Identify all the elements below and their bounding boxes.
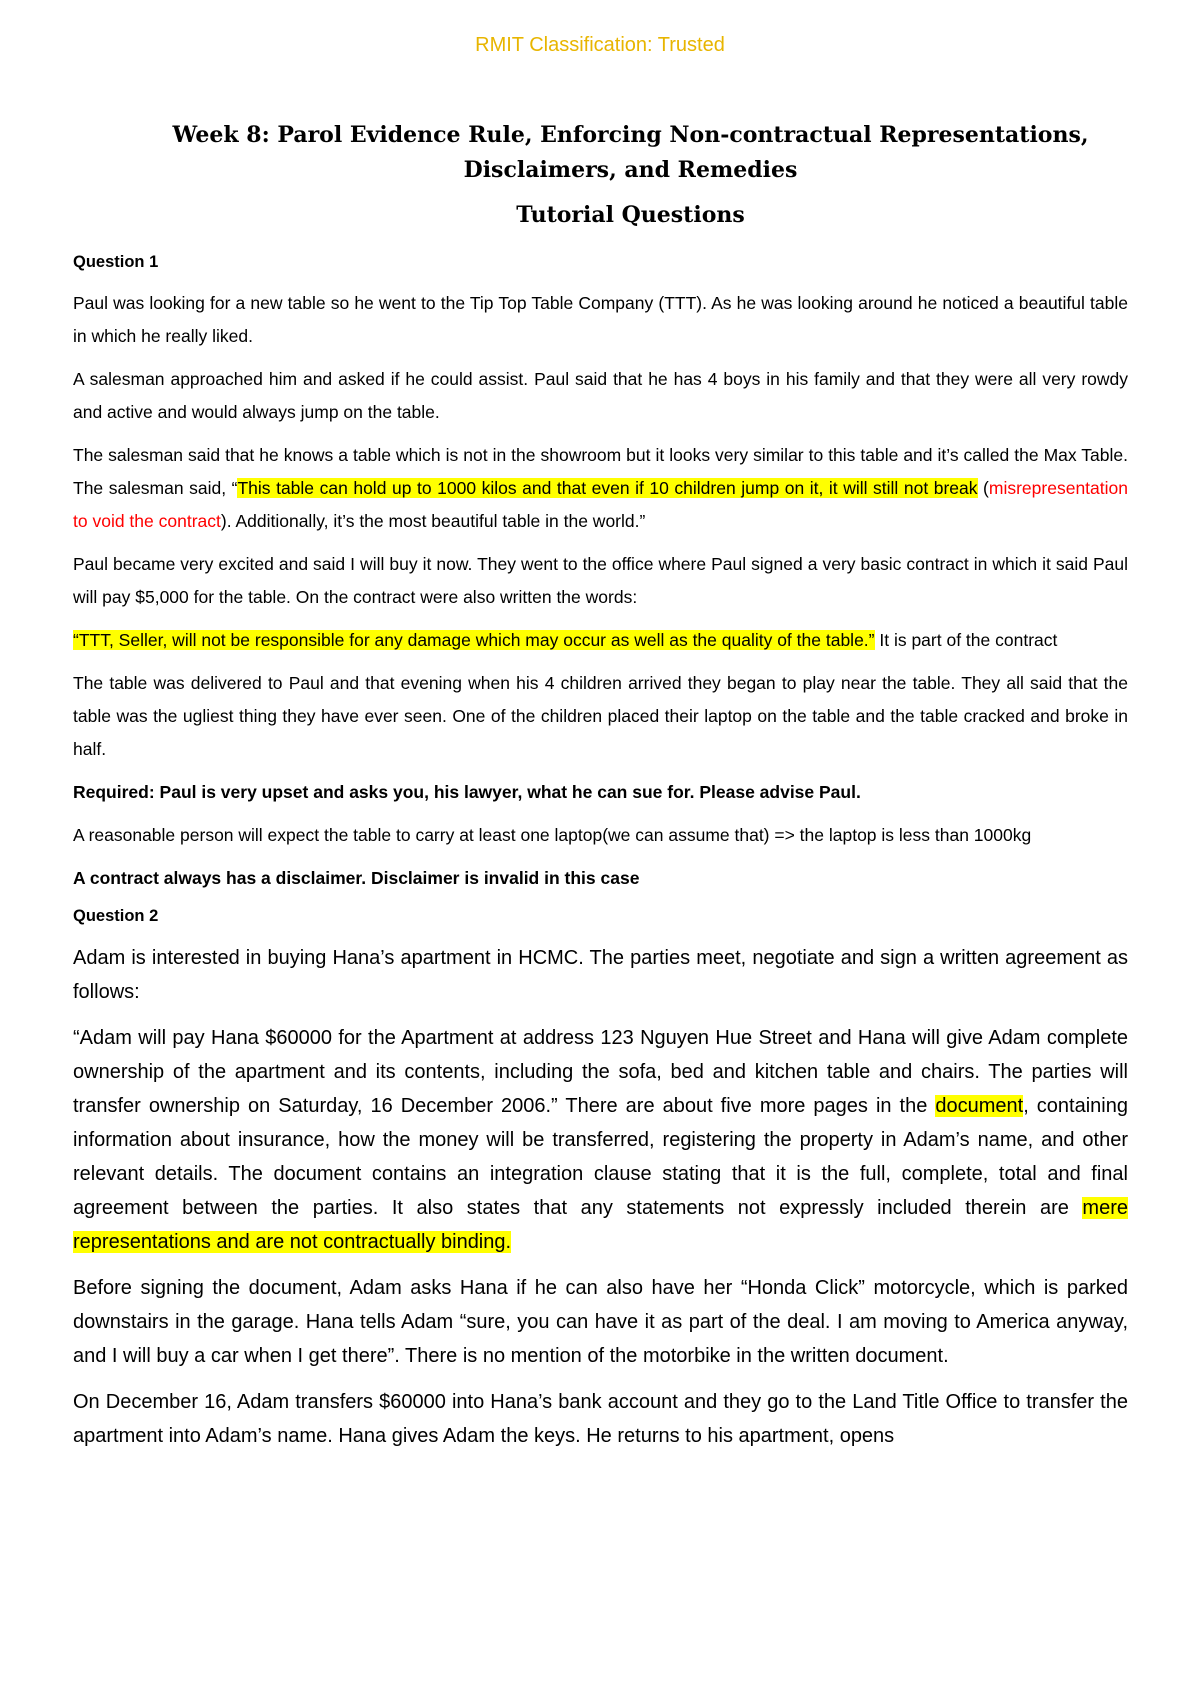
q2-paragraph-2 — [73, 1021, 1128, 1259]
q1-p3-text-a: The salesman said that he knows a table which is not in the showroom but it looks very similar to this table and it’s called the Max Table. The salesman said, “ — [73, 445, 1128, 498]
question-1-heading: Question 1 — [73, 253, 159, 271]
q2-p2-highlight-representations: mere representations and are not contractually binding. — [73, 1197, 1128, 1253]
q1-paragraph-4: Paul became very excited and said I will buy it now. They went to the office where Paul signed a very basic contract in which it said Paul will pay $5,000 for the table. On the contract were also written the words: — [73, 554, 1128, 607]
q1-note-2: A contract always has a disclaimer. Disclaimer is invalid in this case — [73, 868, 640, 888]
q2-p2-highlight-document: document — [935, 1095, 1024, 1117]
q1-paragraph-2: A salesman approached him and asked if he could assist. Paul said that he has 4 boys in his family and that they were all very rowdy and active and would always jump on the table. — [73, 369, 1128, 422]
q1-p3-annotation: misrepresentation to void the contract — [73, 478, 1128, 531]
q1-p5-text: It is part of the contract — [874, 630, 1058, 650]
q2-p2-text-b: , containing information about insurance, how the money will be transferred, registering the property in Adam’s name, and other relevant details. The document contains an integration clause stating that it is the full, complete, total and final agreement between the parties. It also states that any statements not expressly included therein are — [73, 1095, 1128, 1219]
title-line-2: Disclaimers, and Remedies — [463, 157, 798, 183]
title-line-1: Week 8: Parol Evidence Rule, Enforcing Non-contractual Representations, — [172, 122, 1089, 148]
q1-paragraph-1: Paul was looking for a new table so he went to the Tip Top Table Company (TTT). As he was looking around he noticed a beautiful table in which he really liked. — [73, 293, 1128, 346]
question-2-heading: Question 2 — [73, 907, 159, 925]
q2-paragraph-3: Before signing the document, Adam asks Hana if he can also have her “Honda Click” motorcycle, which is parked downstairs in the garage. Hana tells Adam “sure, you can have it as part of the deal. I am moving to America anyway, and I will buy a car when I get there”. There is no mention of the motorbike in the written document. — [73, 1277, 1128, 1367]
document-body — [73, 118, 1128, 1465]
q2-paragraph-4: On December 16, Adam transfers $60000 into Hana’s bank account and they go to the Land Title Office to transfer the apartment into Adam’s name. Hana gives Adam the keys. He returns to his apartment, opens — [73, 1391, 1128, 1447]
q2-paragraph-1: Adam is interested in buying Hana’s apartment in HCMC. The parties meet, negotiate and sign a written agreement as follows: — [73, 947, 1128, 1003]
q1-paragraph-5 — [73, 624, 1128, 657]
q1-p3-text-c: ). Additionally, it’s the most beautiful table in the world.” — [220, 511, 646, 531]
q1-p3-text-b: ( — [977, 478, 989, 498]
classification-header: RMIT Classification: Trusted — [475, 34, 725, 56]
q2-p2-text-a: “Adam will pay Hana $60000 for the Apartment at address 123 Nguyen Hue Street and Hana will give Adam complete ownership of the apartment and its contents, including the sofa, bed and kitchen table and chairs. The parties will transfer ownership on Saturday, 16 December 2006.” There are about five more pages in the — [73, 1027, 1128, 1117]
page-subtitle: Tutorial Questions — [516, 202, 745, 228]
q1-p3-highlight: This table can hold up to 1000 kilos and that even if 10 children jump on it, it will still not break — [237, 478, 978, 498]
q1-disclaimer-highlight: “TTT, Seller, will not be responsible for any damage which may occur as well as the quality of the table.” — [73, 630, 875, 650]
q1-required: Required: Paul is very upset and asks you, his lawyer, what he can sue for. Please advise Paul. — [73, 782, 861, 802]
page-title — [73, 118, 1128, 188]
q1-paragraph-6: The table was delivered to Paul and that evening when his 4 children arrived they began to play near the table. They all said that the table was the ugliest thing they have ever seen. One of the children placed their laptop on the table and the table cracked and broke in half. — [73, 673, 1128, 759]
q1-note-1: A reasonable person will expect the table to carry at least one laptop(we can assume that) => the laptop is less than 1000kg — [73, 825, 1032, 845]
q1-paragraph-3 — [73, 439, 1128, 538]
